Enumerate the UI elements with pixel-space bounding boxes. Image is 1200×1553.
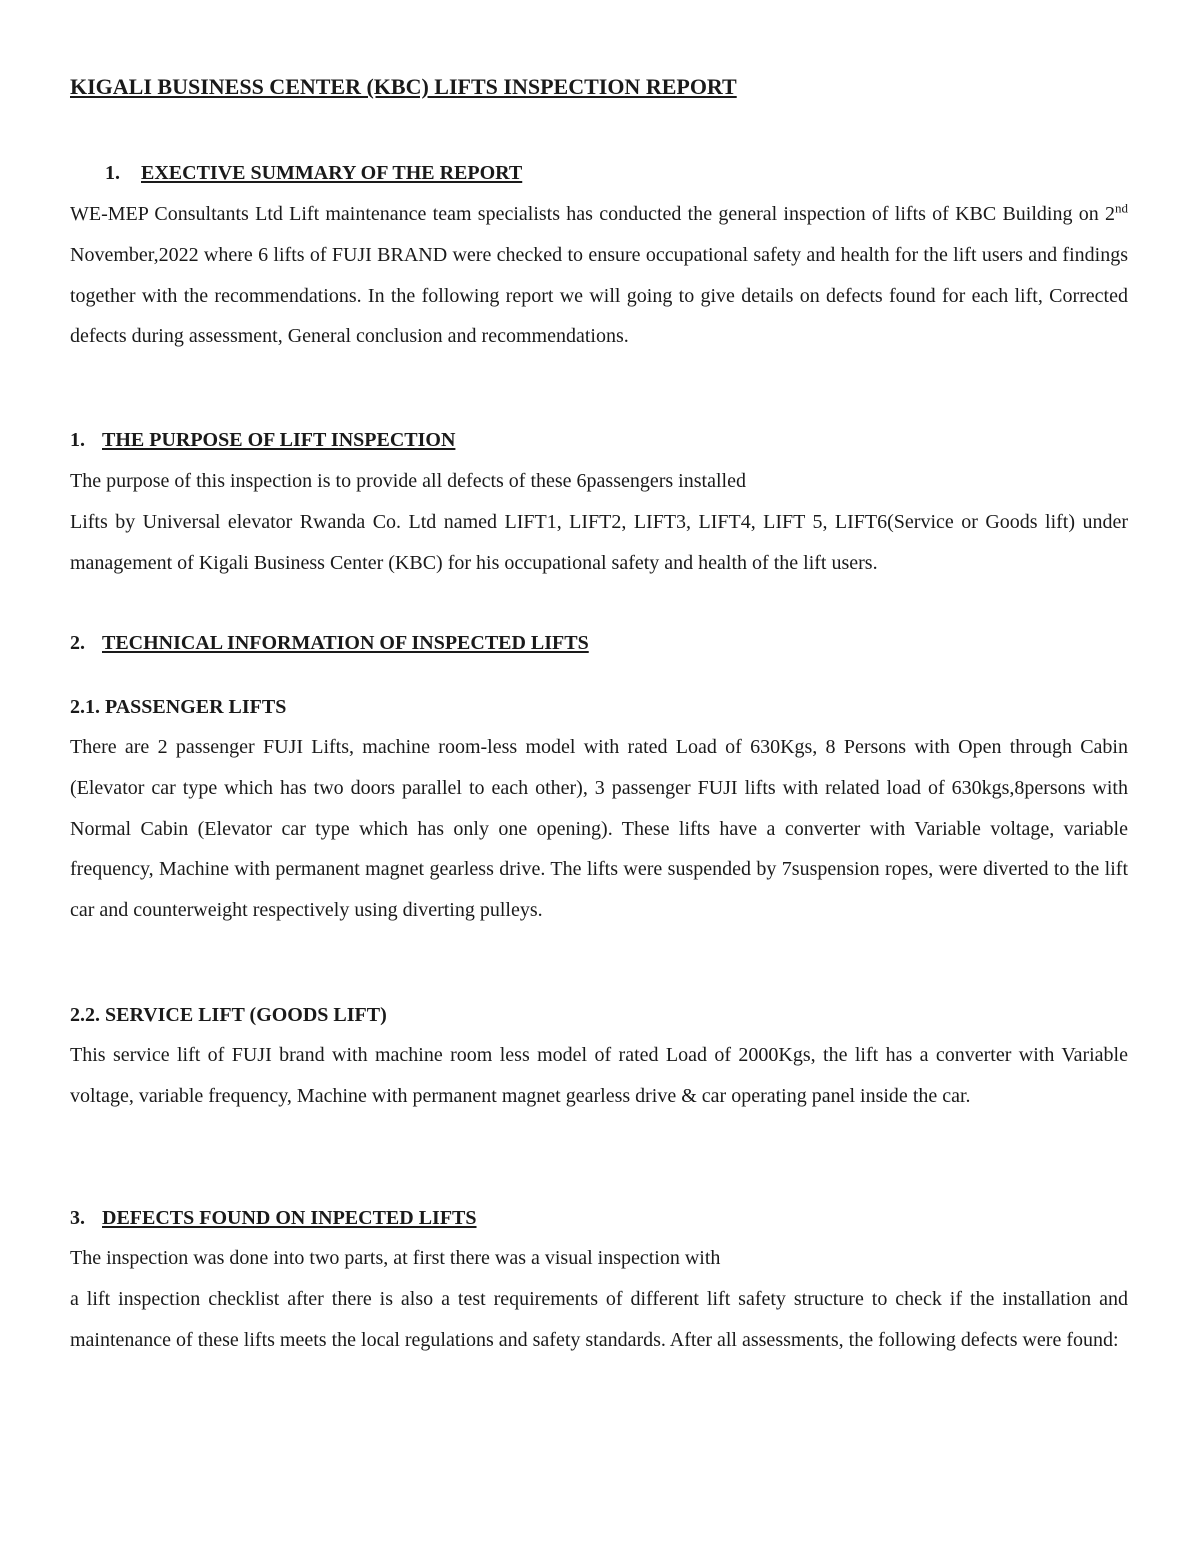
technical-number: 2. (70, 632, 85, 654)
defects-line1: The inspection was done into two parts, at first there was a visual inspection with (70, 1247, 721, 1269)
defects-heading (70, 1203, 1128, 1233)
technical-title: TECHNICAL INFORMATION OF INSPECTED LIFTS (102, 632, 589, 654)
technical-heading (70, 628, 1128, 658)
purpose-heading (70, 425, 1128, 455)
purpose-text: Lifts by Universal elevator Rwanda Co. Ltd named LIFT1, LIFT2, LIFT3, LIFT4, LIFT 5, LIFT6(Service or Goods lift) under management of Kigali Business Center (KBC) for his occupational safety and health of the lift users. (70, 511, 1128, 574)
service-heading: 2.2. SERVICE LIFT (GOODS LIFT) (70, 1004, 387, 1026)
exec-summary-text (70, 194, 1128, 357)
exec-summary-date-suffix: nd (1115, 200, 1128, 216)
purpose-number: 1. (70, 429, 85, 451)
purpose-title: THE PURPOSE OF LIFT INSPECTION (102, 429, 456, 451)
defects-text: a lift inspection checklist after there is also a test requirements of different lift safety structure to check if the installation and maintenance of these lifts meets the local regulations and safety standards. After all assessments, the following defects were found: (70, 1288, 1128, 1351)
report-title: KIGALI BUSINESS CENTER (KBC) LIFTS INSPECTION REPORT (70, 74, 737, 99)
exec-summary-text-b: November,2022 where 6 lifts of FUJI BRAND were checked to ensure occupational safety and health for the lift users and findings together with the recommendations. In the following report we will going to give details on defects found for each lift, Corrected defects during assessment, General conclusion and recommendations. (70, 243, 1128, 348)
service-text: This service lift of FUJI brand with machine room less model of rated Load of 2000Kgs, the lift has a converter with Variable voltage, variable frequency, Machine with permanent magnet gearless drive & car operating panel inside the car. (70, 1044, 1128, 1107)
defects-number: 3. (70, 1207, 85, 1229)
exec-summary-heading (105, 158, 1005, 188)
passenger-heading: 2.1. PASSENGER LIFTS (70, 696, 287, 718)
exec-summary-number: 1. (105, 162, 120, 184)
exec-summary-title: EXECTIVE SUMMARY OF THE REPORT (141, 162, 523, 184)
exec-summary-text-a: WE-MEP Consultants Ltd Lift maintenance team specialists has conducted the general inspection of lifts of KBC Building on 2 (70, 203, 1115, 225)
passenger-text: There are 2 passenger FUJI Lifts, machine room-less model with rated Load of 630Kgs, 8 Persons with Open through Cabin (Elevator car type which has two doors parallel to each other), 3 passenger FUJI lifts with related load of 630kgs,8persons with Normal Cabin (Elevator car type which has only one opening). These lifts have a converter with Variable voltage, variable frequency, Machine with permanent magnet gearless drive. The lifts were suspended by 7suspension ropes, were diverted to the lift car and counterweight respectively using diverting pulleys. (70, 736, 1128, 922)
purpose-line1: The purpose of this inspection is to provide all defects of these 6passengers installed (70, 470, 746, 492)
defects-title: DEFECTS FOUND ON INPECTED LIFTS (102, 1207, 477, 1229)
